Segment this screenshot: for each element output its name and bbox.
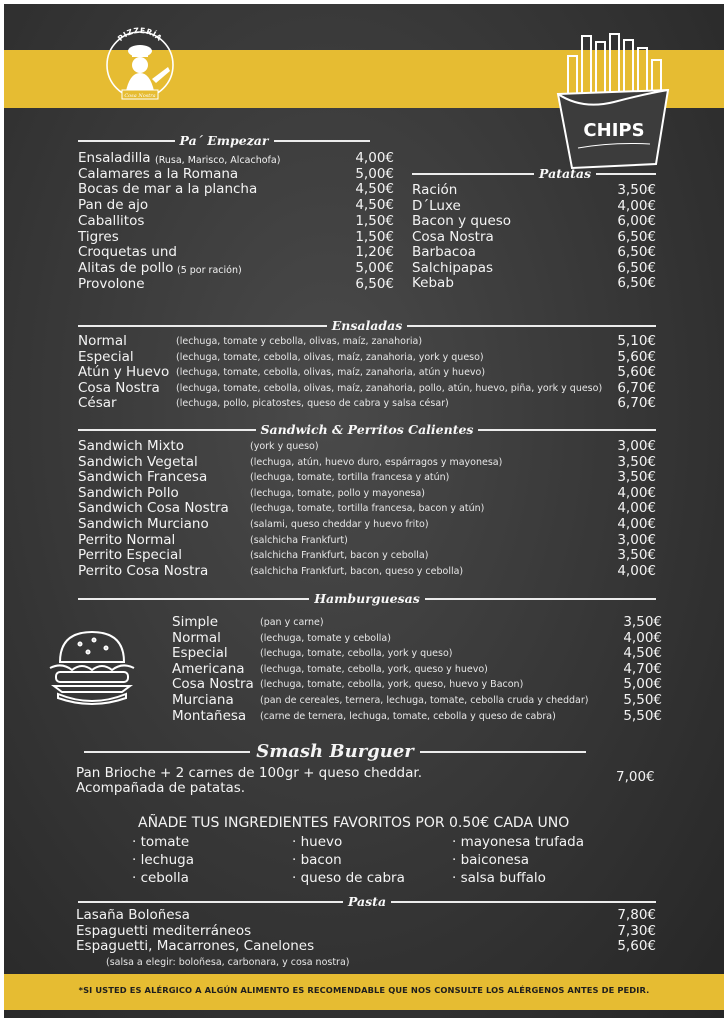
menu-item	[78, 151, 394, 166]
smash-description-line1: Pan Brioche + 2 carnes de 100gr + queso cheddar.	[76, 765, 422, 781]
menu-item	[78, 245, 394, 260]
item-description: (lechuga, tomate, cebolla, olivas, maíz, zanahoria, atún y huevo)	[176, 367, 486, 379]
item-name: Barbacoa	[412, 244, 476, 260]
item-price: 4,00€	[623, 629, 662, 646]
item-name: Ración	[412, 182, 458, 198]
menu-item	[78, 396, 656, 411]
item-name: Sandwich Mixto	[78, 438, 184, 454]
item-price: 6,70€	[617, 395, 656, 412]
item-name: Especial	[78, 348, 134, 365]
section-header-empezar	[78, 133, 370, 148]
item-price: 1,50€	[355, 228, 394, 245]
item-price: 4,50€	[623, 645, 662, 662]
item-description: (lechuga, tomate, pollo y mayonesa)	[250, 487, 426, 499]
divider	[84, 751, 250, 753]
item-price: 6,50€	[617, 259, 656, 276]
menu-item	[78, 517, 656, 532]
section-header-patatas	[412, 166, 656, 181]
item-price: 5,60€	[617, 364, 656, 381]
item-name: Espaguetti mediterráneos	[76, 922, 252, 939]
ingredient: · cebolla	[132, 870, 189, 886]
item-price: 6,70€	[617, 379, 656, 396]
item-price: 5,60€	[617, 938, 656, 954]
menu-item	[78, 214, 394, 229]
menu-item	[78, 470, 656, 485]
item-description: (lechuga, tomate, tortilla francesa y atún)	[250, 472, 450, 484]
menu-item	[78, 501, 656, 516]
menu-item	[412, 199, 656, 214]
menu-item	[412, 261, 656, 276]
menu-item	[78, 182, 394, 197]
menu-item	[76, 924, 656, 939]
item-price: 6,50€	[617, 275, 656, 291]
item-description: (salchicha Frankfurt)	[250, 534, 348, 546]
item-description: (salami, queso cheddar y huevo frito)	[250, 519, 429, 530]
menu-item	[78, 439, 656, 454]
divider	[78, 429, 256, 431]
menu-item	[412, 276, 656, 291]
menu-item	[172, 693, 662, 708]
item-description: (carne de ternera, lechuga, tomate, cebolla y queso de cabra)	[260, 710, 556, 722]
divider	[412, 173, 534, 175]
item-name: Americana	[172, 660, 245, 677]
divider	[420, 751, 586, 753]
item-price: 5,00€	[355, 165, 394, 182]
item-name: Provolone	[78, 275, 145, 292]
section-header-smash	[84, 741, 586, 762]
menu-item	[412, 214, 656, 229]
menu-item	[172, 662, 662, 677]
item-price: 5,60€	[617, 348, 656, 365]
item-price: 5,50€	[623, 692, 662, 708]
item-note: (Rusa, Marisco, Alcachofa)	[155, 155, 281, 166]
divider	[425, 598, 656, 600]
item-name: Alitas de pollo	[78, 259, 174, 276]
item-name: Perrito Especial	[78, 547, 183, 564]
item-description: (lechuga, atún, huevo duro, espárragos y mayonesa)	[250, 456, 503, 468]
item-name: Sandwich Francesa	[78, 469, 208, 486]
svg-text:PIZZERÍA: PIZZERÍA	[115, 25, 165, 44]
item-name: Pan de ajo	[78, 197, 149, 214]
extras-column-1	[132, 833, 194, 887]
menu-item	[412, 230, 656, 245]
item-price: 7,30€	[617, 922, 656, 939]
menu-item	[78, 277, 394, 292]
item-name: Calamares a la Romana	[78, 165, 239, 182]
pasta-sauce-note: (salsa a elegir: boloñesa, carbonara, y cosa nostra)	[106, 957, 350, 968]
svg-text:Cosa Nostra: Cosa Nostra	[124, 93, 156, 99]
section-title: Ensaladas	[331, 318, 403, 333]
item-description: (lechuga, tomate, tortilla francesa, bacon y atún)	[250, 503, 485, 515]
item-description: (lechuga, tomate, cebolla, olivas, maíz, zanahoria, york y queso)	[176, 351, 484, 363]
ingredient: · lechuga	[132, 852, 195, 868]
item-price: 6,50€	[355, 275, 394, 292]
item-description: (lechuga, pollo, picatostes, queso de cabra y salsa césar)	[176, 398, 449, 410]
item-note: (5 por ración)	[177, 264, 242, 276]
item-name: Cosa Nostra	[172, 676, 254, 693]
item-price: 4,70€	[623, 660, 662, 677]
divider	[391, 901, 656, 903]
item-price: 4,00€	[617, 197, 656, 214]
menu-item	[76, 939, 656, 954]
divider	[596, 173, 656, 175]
menu-item	[172, 677, 662, 692]
section-title: Hamburguesas	[314, 591, 420, 606]
item-price: 3,00€	[617, 438, 656, 454]
item-price: 3,50€	[623, 614, 662, 630]
item-price: 1,50€	[355, 212, 394, 229]
item-name: Simple	[172, 614, 219, 630]
item-description: (lechuga, tomate y cebolla)	[260, 632, 391, 644]
item-name: Normal	[172, 629, 221, 646]
smash-description-line2: Acompañada de patatas.	[76, 780, 246, 796]
section-header-ensaladas	[78, 318, 656, 333]
item-price: 5,00€	[355, 259, 394, 276]
item-name: Sandwich Pollo	[78, 484, 179, 501]
item-name: Croquetas und	[78, 244, 177, 261]
item-price: 4,00€	[617, 516, 656, 532]
menu-item	[78, 533, 656, 548]
divider	[478, 429, 656, 431]
item-name: Caballitos	[78, 212, 145, 229]
item-price: 3,50€	[617, 453, 656, 470]
item-price: 1,20€	[355, 244, 394, 261]
item-name: Perrito Normal	[78, 531, 176, 548]
item-description: (lechuga, tomate, cebolla, york y queso)	[260, 648, 453, 660]
menu-item	[172, 631, 662, 646]
ingredient: · queso de cabra	[292, 870, 405, 886]
item-price: 4,00€	[617, 500, 656, 517]
item-price: 4,50€	[355, 181, 394, 198]
item-name: Espaguetti, Macarrones, Canelones	[76, 938, 315, 954]
item-name: Perrito Cosa Nostra	[78, 562, 209, 579]
chips-box-icon	[552, 32, 674, 172]
item-name: César	[78, 395, 117, 412]
section-title: Pasta	[347, 894, 387, 909]
extras-heading: AÑADE TUS INGREDIENTES FAVORITOS POR 0.50€ CADA UNO	[138, 815, 570, 831]
extras-column-2	[292, 833, 405, 887]
menu-page	[4, 4, 724, 1018]
item-price: 3,50€	[617, 469, 656, 486]
item-name: Ensaladilla	[78, 150, 151, 166]
item-name: Montañesa	[172, 707, 247, 724]
ingredient: · mayonesa trufada	[452, 834, 584, 850]
menu-item	[172, 709, 662, 724]
item-name: Especial	[172, 645, 228, 662]
item-description: (york y queso)	[250, 441, 319, 452]
item-name: Bacon y queso	[412, 213, 512, 229]
divider	[78, 140, 175, 142]
item-price: 7,80€	[617, 907, 656, 923]
item-price: 4,00€	[617, 484, 656, 501]
menu-item	[78, 350, 656, 365]
item-name: Murciana	[172, 692, 234, 708]
section-header-hamburguesas	[78, 591, 656, 606]
ingredient: · bacon	[292, 852, 342, 868]
item-name: Sandwich Cosa Nostra	[78, 500, 229, 517]
item-name: Lasaña Boloñesa	[76, 907, 190, 923]
ingredient: · huevo	[292, 834, 343, 850]
item-price: 5,10€	[617, 333, 656, 349]
menu-item	[412, 183, 656, 198]
menu-item	[78, 230, 394, 245]
item-price: 4,00€	[617, 562, 656, 579]
divider	[78, 325, 327, 327]
item-name: D´Luxe	[412, 197, 461, 214]
divider	[78, 901, 343, 903]
ingredient: · tomate	[132, 834, 190, 850]
burger-icon	[42, 626, 142, 708]
item-price: 6,50€	[617, 244, 656, 260]
menu-item	[78, 381, 656, 396]
menu-item	[172, 615, 662, 630]
item-description: (pan y carne)	[260, 617, 324, 628]
menu-item	[78, 334, 656, 349]
menu-item	[78, 167, 394, 182]
ingredient: · baiconesa	[452, 852, 530, 868]
item-name: Cosa Nostra	[78, 379, 160, 396]
item-price: 3,50€	[617, 182, 656, 198]
menu-item	[78, 198, 394, 213]
menu-item	[412, 245, 656, 260]
item-description: (lechuga, tomate, cebolla, york, queso y huevo)	[260, 663, 488, 675]
section-header-sandwich	[78, 422, 656, 437]
section-title: Pa´ Empezar	[179, 133, 269, 148]
menu-item	[76, 908, 656, 923]
item-name: Atún y Huevo	[78, 364, 170, 381]
menu-item	[172, 646, 662, 661]
extras-column-3	[452, 833, 584, 887]
menu-item	[78, 261, 394, 276]
svg-text:CHIPS: CHIPS	[583, 120, 645, 141]
ingredient: · salsa buffalo	[452, 870, 546, 886]
menu-item	[78, 564, 656, 579]
pizzeria-logo	[102, 21, 178, 107]
item-name: Sandwich Vegetal	[78, 453, 198, 470]
item-description: (lechuga, tomate, cebolla, york, queso, huevo y Bacon)	[260, 679, 524, 691]
section-title: Sandwich & Perritos Calientes	[260, 422, 474, 437]
menu-item	[78, 455, 656, 470]
item-name: Bocas de mar a la plancha	[78, 181, 258, 198]
divider	[407, 325, 656, 327]
section-title: Patatas	[539, 166, 591, 181]
item-price: 4,00€	[355, 150, 394, 166]
item-description: (lechuga, tomate, cebolla, olivas, maíz, zanahoria, pollo, atún, huevo, piña, york y queso)	[176, 382, 603, 394]
item-price: 6,00€	[617, 213, 656, 229]
item-name: Normal	[78, 333, 127, 349]
item-price: 4,50€	[355, 197, 394, 214]
item-description: (lechuga, tomate y cebolla, olivas, maíz, zanahoria)	[176, 336, 423, 347]
section-title: Smash Burguer	[256, 741, 414, 762]
item-description: (salchicha Frankfurt, bacon, queso y cebolla)	[250, 565, 464, 577]
item-price: 3,00€	[617, 531, 656, 548]
menu-item	[78, 548, 656, 563]
menu-item	[78, 486, 656, 501]
item-name: Tigres	[78, 228, 119, 245]
smash-price: 7,00€	[616, 769, 655, 785]
item-description: (pan de cereales, ternera, lechuga, tomate, cebolla cruda y cheddar)	[260, 695, 589, 706]
item-name: Salchipapas	[412, 259, 494, 276]
menu-item	[78, 365, 656, 380]
allergen-notice: *SI USTED ES ALÉRGICO A ALGÚN ALIMENTO ES RECOMENDABLE QUE NOS CONSULTE LOS ALÉRGENOS ANTES DE PEDIR.	[78, 985, 650, 995]
divider	[78, 598, 309, 600]
item-name: Sandwich Murciano	[78, 516, 209, 532]
divider	[274, 140, 371, 142]
item-price: 5,00€	[623, 676, 662, 693]
item-name: Cosa Nostra	[412, 228, 494, 245]
item-description: (salchicha Frankfurt, bacon y cebolla)	[250, 550, 429, 562]
item-price: 5,50€	[623, 707, 662, 724]
item-price: 6,50€	[617, 228, 656, 245]
item-name: Kebab	[412, 275, 454, 291]
item-price: 3,50€	[617, 547, 656, 564]
